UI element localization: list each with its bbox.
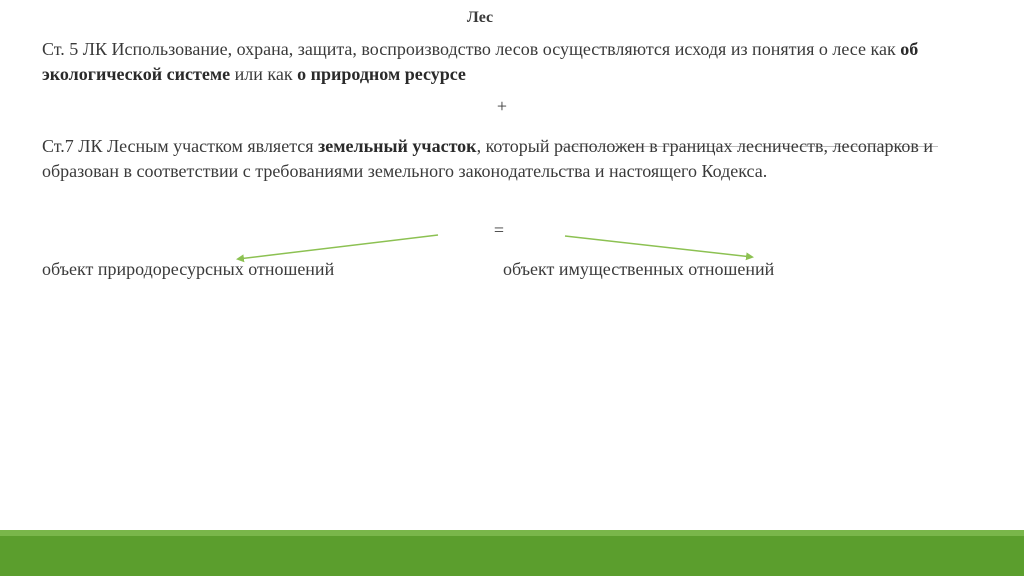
article-5-text-a: Ст. 5 ЛК Использование, охрана, защита, воспроизводство лесов осуществляются исходя из понятия о лесе как bbox=[42, 39, 901, 59]
article-7-text-a: Ст.7 ЛК Лесным участком является bbox=[42, 136, 319, 156]
article-5-bold-resource: о природном ресурсе bbox=[297, 64, 466, 84]
object-natural-resource-relations: объект природоресурсных отношений bbox=[42, 259, 335, 279]
article-5-text-b: или как bbox=[230, 64, 298, 84]
equals-sign: = bbox=[493, 220, 505, 240]
slide-title: Лес bbox=[466, 9, 494, 26]
article-7-bold-land-plot: земельный участок bbox=[318, 136, 477, 156]
article-7-text-b: , который расположен в границах лесничеств, лесопарков и образован в соответствии с требованиями земельного законодательства и настоящего Кодекса. bbox=[42, 136, 934, 181]
article-7-paragraph bbox=[42, 134, 972, 184]
article-5-bold-ecosystem: об экологической системе bbox=[42, 39, 919, 84]
arrow-right bbox=[565, 236, 752, 257]
object-property-relations: объект имущественных отношений bbox=[503, 259, 775, 279]
article-5-paragraph bbox=[42, 37, 972, 87]
arrow-left bbox=[238, 235, 438, 259]
footer-accent-bar bbox=[0, 536, 1024, 576]
plus-sign: + bbox=[496, 96, 508, 116]
